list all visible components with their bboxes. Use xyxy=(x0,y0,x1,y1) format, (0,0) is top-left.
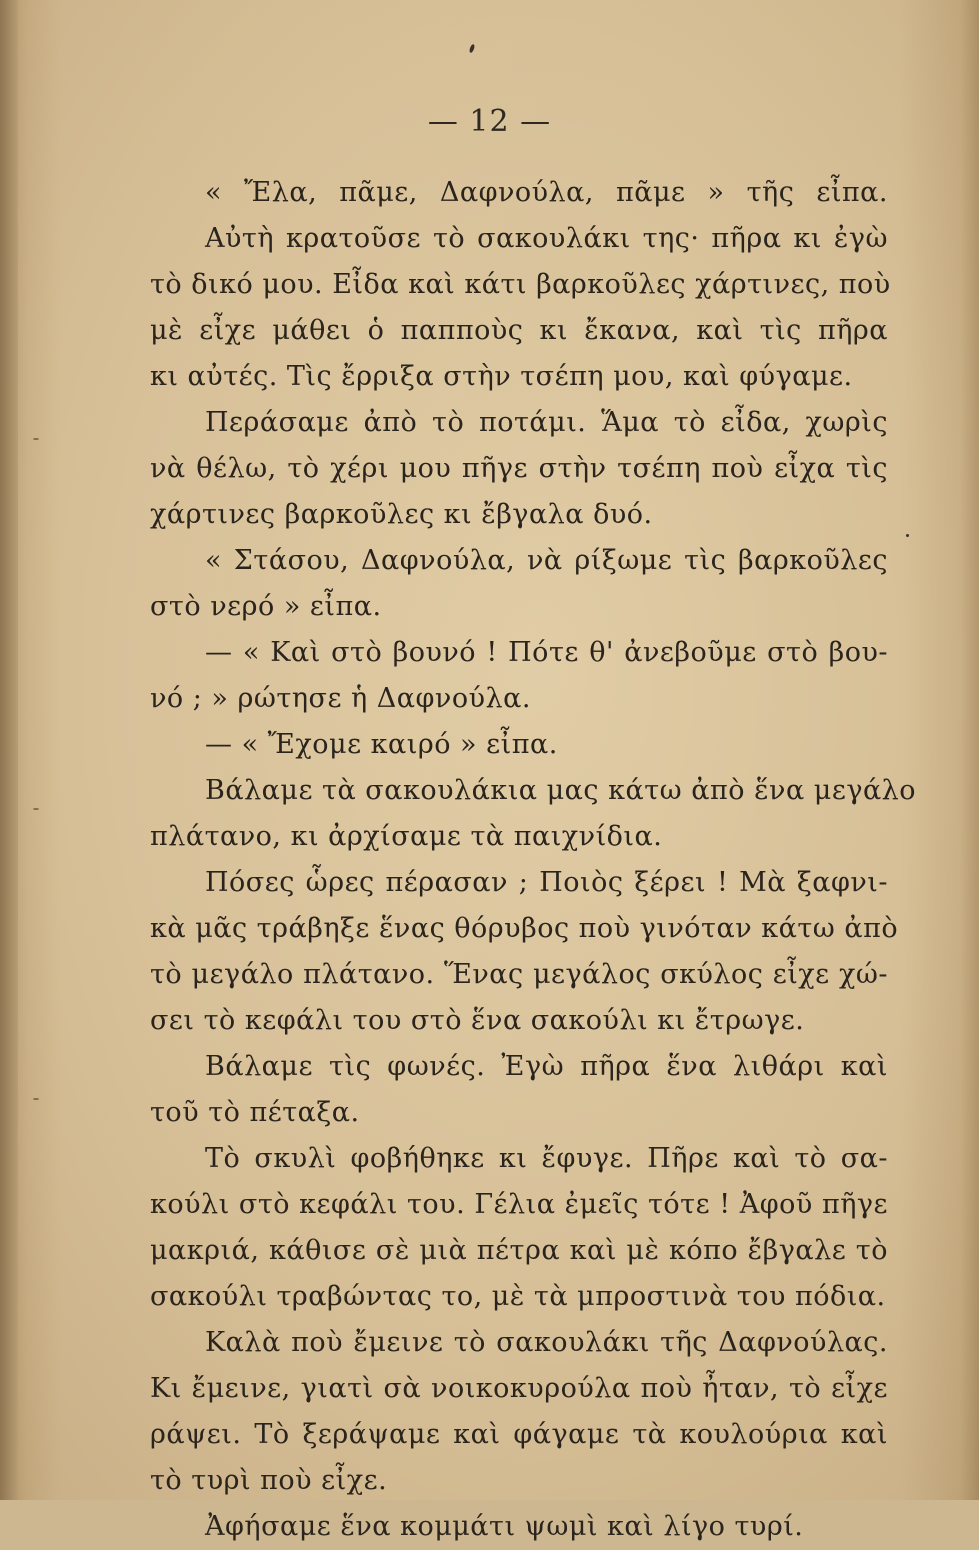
text-line: Κι ἔμεινε, γιατὶ σὰ νοικοκυρούλα ποὺ ἦταν, τὸ εἶχε xyxy=(150,1373,888,1404)
text-line: κι αὐτές. Τὶς ἔρριξα στὴν τσέπη μου, καὶ φύγαμε. xyxy=(150,361,853,392)
text-line: — « Ἔχομε καιρό » εἶπα. xyxy=(205,729,558,760)
ink-speck xyxy=(906,534,909,537)
text-line: Πόσες ὧρες πέρασαν ; Ποιὸς ξέρει ! Μὰ ξαφνι- xyxy=(205,867,888,898)
text-line: σακούλι τραβώντας το, μὲ τὰ μπροστινὰ του πόδια. xyxy=(150,1281,886,1312)
text-line: πλάτανο, κι ἀρχίσαμε τὰ παιχνίδια. xyxy=(150,821,663,852)
ink-speck xyxy=(469,44,476,54)
text-line: τὸ τυρὶ ποὺ εἶχε. xyxy=(150,1465,388,1496)
text-line: χάρτινες βαρκοῦλες κι ἔβγαλα δυό. xyxy=(150,499,653,530)
text-line: νὰ θέλω, τὸ χέρι μου πῆγε στὴν τσέπη ποὺ εἶχα τὶς xyxy=(150,453,888,484)
text-line: Αὐτὴ κρατοῦσε τὸ σακουλάκι της· πῆρα κι ἐγὼ xyxy=(205,223,888,254)
text-line: τὸ μεγάλο πλάτανο. Ἕνας μεγάλος σκύλος εἶχε χώ- xyxy=(150,959,888,990)
text-line: Τὸ σκυλὶ φοβήθηκε κι ἔφυγε. Πῆρε καὶ τὸ σα- xyxy=(205,1143,888,1174)
text-line: Βάλαμε τὶς φωνές. Ἐγὼ πῆρα ἕνα λιθάρι καὶ xyxy=(205,1051,888,1082)
text-line: τὸ δικό μου. Εἶδα καὶ κάτι βαρκοῦλες χάρτινες, ποὺ xyxy=(150,269,891,300)
text-line: κούλι στὸ κεφάλι του. Γέλια ἐμεῖς τότε ! Ἀφοῦ πῆγε xyxy=(150,1189,888,1220)
text-line: « Στάσου, Δαφνούλα, νὰ ρίξωμε τὶς βαρκοῦλες xyxy=(205,545,888,576)
ink-speck xyxy=(33,1098,39,1100)
text-line: ράψει. Τὸ ξεράψαμε καὶ φάγαμε τὰ κουλούρια καὶ xyxy=(150,1419,888,1450)
text-line: Ἀφήσαμε ἕνα κομμάτι ψωμὶ καὶ λίγο τυρί. xyxy=(205,1511,804,1542)
body-text xyxy=(150,170,917,1550)
text-line: Βάλαμε τὰ σακουλάκια μας κάτω ἀπὸ ἕνα μεγάλο xyxy=(205,775,917,806)
ink-speck xyxy=(33,438,39,440)
text-line: τοῦ τὸ πέταξα. xyxy=(150,1097,360,1128)
page-number: — 12 — xyxy=(427,104,552,139)
text-line: μακριά, κάθισε σὲ μιὰ πέτρα καὶ μὲ κόπο ἔβγαλε τὸ xyxy=(150,1235,888,1266)
text-line: σει τὸ κεφάλι του στὸ ἕνα σακούλι κι ἔτρωγε. xyxy=(150,1005,805,1036)
text-line: Καλὰ ποὺ ἔμεινε τὸ σακουλάκι τῆς Δαφνούλας. xyxy=(205,1327,888,1358)
text-line: νό ; » ρώτησε ἡ Δαφνούλα. xyxy=(150,683,531,714)
text-line: στὸ νερό » εἶπα. xyxy=(150,591,382,622)
text-line: κὰ μᾶς τράβηξε ἕνας θόρυβος ποὺ γινόταν κάτω ἀπὸ xyxy=(150,913,899,944)
page-spine-shadow xyxy=(0,0,18,1500)
text-line: Περάσαμε ἀπὸ τὸ ποτάμι. Ἅμα τὸ εἶδα, χωρὶς xyxy=(205,407,888,438)
text-line: « Ἔλα, πᾶμε, Δαφνούλα, πᾶμε » τῆς εἶπα. xyxy=(205,177,888,208)
ink-speck xyxy=(33,808,39,810)
text-line: μὲ εἶχε μάθει ὁ παπποὺς κι ἔκανα, καὶ τὶς πῆρα xyxy=(150,315,888,346)
text-line: — « Καὶ στὸ βουνό ! Πότε θ' ἀνεβοῦμε στὸ βου- xyxy=(205,637,888,668)
